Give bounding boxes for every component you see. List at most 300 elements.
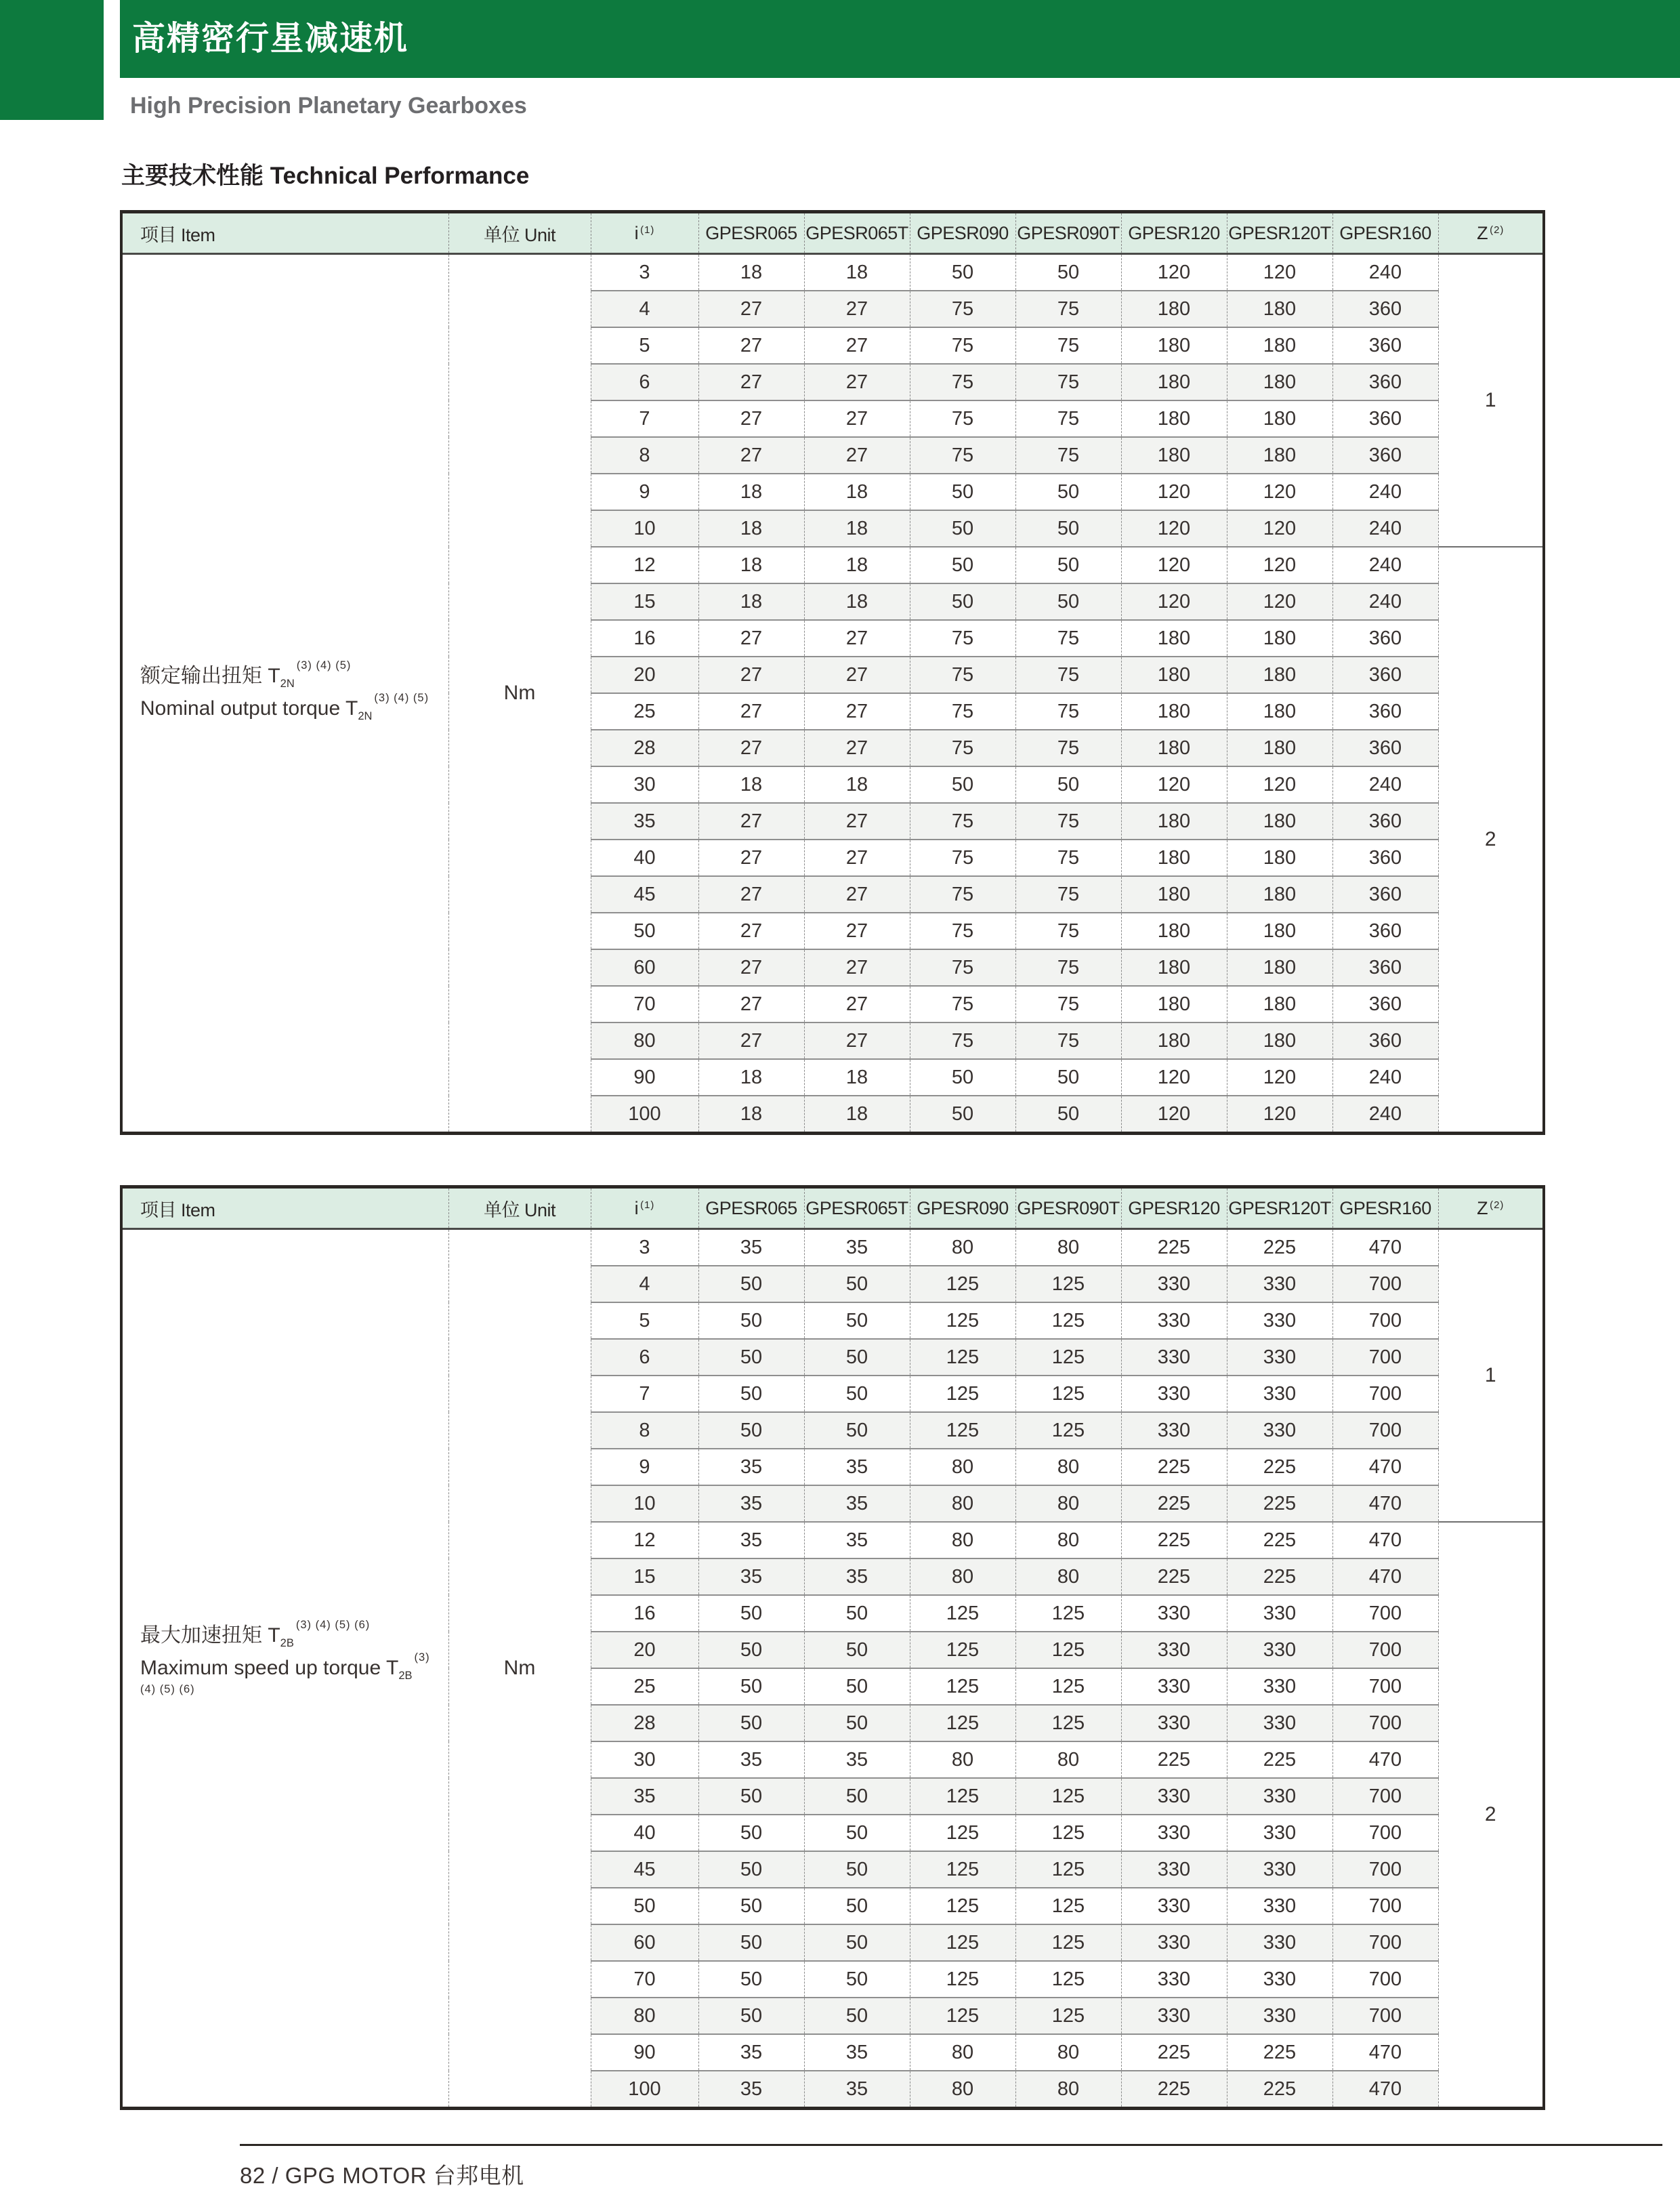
torque-value: 180: [1121, 803, 1227, 840]
torque-value: 27: [804, 986, 910, 1022]
ratio-value: 7: [591, 400, 698, 437]
col-header-model: GPESR160: [1332, 212, 1438, 254]
ratio-value: 15: [591, 1558, 698, 1595]
torque-value: 330: [1121, 1924, 1227, 1961]
ratio-value: 80: [591, 1022, 698, 1059]
item-label-cell: [121, 254, 448, 1134]
torque-value: 18: [804, 547, 910, 583]
torque-value: 180: [1227, 291, 1332, 327]
torque-value: 18: [804, 510, 910, 547]
torque-value: 50: [804, 1668, 910, 1705]
torque-value: 180: [1121, 1022, 1227, 1059]
torque-value: 225: [1121, 2071, 1227, 2109]
table-body: [121, 254, 1544, 1134]
item-label-en: Nominal output torque $T_{2N}^{(3) (4) (5)}$: [140, 691, 429, 722]
ratio-value: 20: [591, 1632, 698, 1668]
torque-value: 50: [698, 1705, 804, 1741]
torque-value: 50: [698, 1998, 804, 2034]
torque-value: 700: [1332, 1924, 1438, 1961]
torque-value: 470: [1332, 1558, 1438, 1595]
torque-value: 125: [1015, 1961, 1121, 1998]
torque-value: 35: [804, 1522, 910, 1558]
torque-value: 120: [1121, 766, 1227, 803]
torque-value: 225: [1227, 1449, 1332, 1485]
ratio-value: 20: [591, 657, 698, 693]
torque-value: 120: [1227, 474, 1332, 510]
torque-value: 330: [1227, 1302, 1332, 1339]
torque-value: 50: [910, 547, 1015, 583]
torque-value: 18: [698, 1096, 804, 1134]
torque-value: 700: [1332, 1961, 1438, 1998]
torque-value: 360: [1332, 364, 1438, 400]
torque-value: 18: [698, 510, 804, 547]
torque-value: 75: [1015, 949, 1121, 986]
torque-value: 125: [910, 1632, 1015, 1668]
torque-value: 18: [698, 474, 804, 510]
torque-value: 180: [1121, 840, 1227, 876]
torque-value: 120: [1227, 510, 1332, 547]
torque-value: 27: [698, 327, 804, 364]
ratio-value: 30: [591, 766, 698, 803]
page-content: [120, 157, 1542, 2190]
ratio-value: 28: [591, 730, 698, 766]
col-header-ratio: [591, 212, 698, 254]
table-row: [121, 1229, 1544, 1266]
torque-value: 240: [1332, 474, 1438, 510]
torque-value: 18: [698, 583, 804, 620]
torque-value: 700: [1332, 1778, 1438, 1815]
col-header-stages: [1438, 212, 1544, 254]
ratio-value: 15: [591, 583, 698, 620]
torque-value: 50: [804, 1924, 910, 1961]
torque-value: 330: [1227, 1851, 1332, 1888]
torque-value: 470: [1332, 1449, 1438, 1485]
page-title-cn: 高精密行星减速机: [132, 20, 409, 57]
torque-value: 225: [1227, 2034, 1332, 2071]
torque-value: 75: [1015, 803, 1121, 840]
torque-value: 75: [1015, 657, 1121, 693]
torque-value: 75: [910, 400, 1015, 437]
torque-value: 180: [1121, 949, 1227, 986]
torque-value: 120: [1227, 547, 1332, 583]
torque-value: 80: [1015, 2034, 1121, 2071]
torque-value: 50: [698, 1339, 804, 1376]
torque-value: 50: [698, 1888, 804, 1924]
torque-value: 125: [910, 1376, 1015, 1412]
torque-value: 180: [1121, 657, 1227, 693]
ratio-value: 28: [591, 1705, 698, 1741]
torque-value: 35: [804, 1558, 910, 1595]
torque-value: 27: [698, 657, 804, 693]
torque-value: 180: [1121, 876, 1227, 913]
torque-value: 125: [910, 1266, 1015, 1302]
torque-value: 225: [1227, 2071, 1332, 2109]
torque-value: 330: [1121, 1961, 1227, 1998]
torque-value: 75: [1015, 840, 1121, 876]
torque-value: 180: [1121, 913, 1227, 949]
torque-value: 180: [1227, 876, 1332, 913]
torque-value: 75: [1015, 400, 1121, 437]
torque-value: 180: [1227, 730, 1332, 766]
torque-value: 80: [1015, 1558, 1121, 1595]
torque-value: 18: [804, 474, 910, 510]
torque-value: 125: [1015, 1705, 1121, 1741]
torque-value: 35: [804, 1229, 910, 1266]
torque-value: 125: [1015, 1851, 1121, 1888]
torque-value: 330: [1121, 1998, 1227, 2034]
torque-value: 125: [910, 1412, 1015, 1449]
torque-value: 80: [1015, 1485, 1121, 1522]
col-header-model: GPESR090T: [1015, 1187, 1121, 1229]
ratio-value: 90: [591, 2034, 698, 2071]
torque-value: 330: [1121, 1851, 1227, 1888]
torque-value: 75: [910, 876, 1015, 913]
torque-value: 50: [1015, 766, 1121, 803]
torque-value: 80: [910, 1229, 1015, 1266]
torque-value: 27: [698, 437, 804, 474]
torque-value: 35: [698, 1558, 804, 1595]
torque-value: 50: [804, 1302, 910, 1339]
torque-value: 225: [1121, 1741, 1227, 1778]
torque-value: 75: [1015, 291, 1121, 327]
torque-value: 50: [698, 1668, 804, 1705]
torque-value: 180: [1121, 327, 1227, 364]
torque-value: 180: [1227, 803, 1332, 840]
torque-value: 360: [1332, 1022, 1438, 1059]
ratio-value: 6: [591, 1339, 698, 1376]
torque-value: 360: [1332, 657, 1438, 693]
torque-value: 225: [1121, 1449, 1227, 1485]
torque-value: 27: [698, 840, 804, 876]
torque-value: 80: [910, 2034, 1015, 2071]
torque-value: 125: [910, 1851, 1015, 1888]
torque-value: 330: [1227, 1778, 1332, 1815]
torque-value: 50: [804, 1705, 910, 1741]
torque-value: 50: [698, 1851, 804, 1888]
ratio-value: 7: [591, 1376, 698, 1412]
torque-value: 180: [1121, 620, 1227, 657]
torque-value: 470: [1332, 2034, 1438, 2071]
torque-value: 125: [910, 1888, 1015, 1924]
torque-value: 125: [1015, 1339, 1121, 1376]
stages-value: 2: [1438, 547, 1544, 1134]
torque-value: 50: [698, 1302, 804, 1339]
torque-value: 27: [698, 913, 804, 949]
ratio-value: 16: [591, 620, 698, 657]
torque-value: 125: [1015, 1998, 1121, 2034]
nominal-output-torque-table: [120, 210, 1545, 1135]
torque-value: 50: [804, 1961, 910, 1998]
torque-value: 75: [1015, 437, 1121, 474]
torque-value: 700: [1332, 1998, 1438, 2034]
torque-value: 18: [698, 547, 804, 583]
torque-value: 50: [804, 1815, 910, 1851]
torque-value: 27: [698, 291, 804, 327]
stages-value: 1: [1438, 1229, 1544, 1523]
item-label-cn: 额定输出扭矩 $T_{2N}^{(3) (4) (5)}$: [140, 659, 352, 690]
ratio-value: 70: [591, 986, 698, 1022]
col-header-model: GPESR065T: [804, 1187, 910, 1229]
torque-value: 360: [1332, 986, 1438, 1022]
torque-value: 18: [804, 254, 910, 291]
torque-value: 75: [910, 986, 1015, 1022]
torque-value: 50: [804, 1851, 910, 1888]
torque-value: 225: [1121, 1229, 1227, 1266]
torque-value: 180: [1227, 620, 1332, 657]
torque-value: 18: [698, 766, 804, 803]
ratio-value: 90: [591, 1059, 698, 1096]
torque-value: 35: [804, 2034, 910, 2071]
torque-value: 180: [1227, 913, 1332, 949]
ratio-value: 5: [591, 327, 698, 364]
torque-value: 180: [1227, 327, 1332, 364]
torque-value: 35: [804, 1449, 910, 1485]
col-header-item: 项目 Item: [121, 212, 448, 254]
torque-value: 180: [1121, 400, 1227, 437]
torque-value: 330: [1121, 1632, 1227, 1668]
ratio-value: 50: [591, 913, 698, 949]
page-header-bar: [120, 0, 1680, 78]
torque-value: 330: [1121, 1266, 1227, 1302]
torque-value: 330: [1121, 1815, 1227, 1851]
torque-value: 125: [1015, 1888, 1121, 1924]
torque-value: 27: [698, 986, 804, 1022]
torque-value: 50: [698, 1924, 804, 1961]
ratio-symbol: i: [634, 1197, 639, 1218]
torque-value: 75: [1015, 913, 1121, 949]
torque-value: 125: [1015, 1815, 1121, 1851]
torque-value: 330: [1121, 1339, 1227, 1376]
torque-value: 700: [1332, 1302, 1438, 1339]
torque-value: 330: [1227, 1376, 1332, 1412]
torque-value: 50: [804, 1888, 910, 1924]
ratio-value: 70: [591, 1961, 698, 1998]
torque-value: 50: [804, 1998, 910, 2034]
torque-value: 330: [1121, 1412, 1227, 1449]
torque-value: 75: [910, 913, 1015, 949]
torque-value: 50: [804, 1632, 910, 1668]
torque-value: 27: [804, 437, 910, 474]
torque-value: 18: [804, 766, 910, 803]
torque-value: 120: [1227, 254, 1332, 291]
torque-value: 27: [698, 730, 804, 766]
torque-value: 125: [1015, 1266, 1121, 1302]
torque-value: 125: [1015, 1412, 1121, 1449]
ratio-value: 100: [591, 1096, 698, 1134]
torque-value: 470: [1332, 1485, 1438, 1522]
ratio-symbol: i: [634, 222, 639, 243]
torque-value: 75: [910, 803, 1015, 840]
torque-value: 225: [1121, 2034, 1227, 2071]
torque-value: 180: [1121, 364, 1227, 400]
torque-value: 125: [910, 1815, 1015, 1851]
torque-value: 180: [1121, 693, 1227, 730]
torque-value: 330: [1121, 1888, 1227, 1924]
torque-value: 360: [1332, 693, 1438, 730]
torque-value: 330: [1227, 1632, 1332, 1668]
stages-footnote: (2): [1490, 225, 1505, 236]
torque-value: 80: [1015, 2071, 1121, 2109]
col-header-ratio: [591, 1187, 698, 1229]
torque-value: 330: [1227, 1339, 1332, 1376]
ratio-value: 4: [591, 1266, 698, 1302]
torque-value: 700: [1332, 1376, 1438, 1412]
torque-value: 360: [1332, 876, 1438, 913]
col-header-model: GPESR120: [1121, 212, 1227, 254]
torque-value: 125: [1015, 1376, 1121, 1412]
torque-value: 50: [910, 766, 1015, 803]
torque-value: 50: [910, 510, 1015, 547]
torque-value: 330: [1227, 1815, 1332, 1851]
torque-value: 125: [910, 1302, 1015, 1339]
torque-value: 330: [1121, 1668, 1227, 1705]
torque-value: 180: [1121, 437, 1227, 474]
torque-value: 360: [1332, 730, 1438, 766]
torque-value: 18: [804, 583, 910, 620]
torque-value: 50: [804, 1339, 910, 1376]
torque-value: 27: [804, 327, 910, 364]
torque-value: 75: [910, 620, 1015, 657]
torque-value: 120: [1121, 1059, 1227, 1096]
col-header-model: GPESR090T: [1015, 212, 1121, 254]
torque-value: 125: [1015, 1778, 1121, 1815]
torque-value: 125: [910, 1705, 1015, 1741]
torque-value: 80: [910, 1485, 1015, 1522]
torque-value: 75: [1015, 986, 1121, 1022]
torque-value: 80: [1015, 1522, 1121, 1558]
torque-value: 360: [1332, 949, 1438, 986]
torque-value: 18: [698, 254, 804, 291]
table-head: [121, 1187, 1544, 1229]
torque-value: 240: [1332, 766, 1438, 803]
brand-corner-block: [0, 0, 104, 120]
torque-value: 125: [910, 1339, 1015, 1376]
torque-value: 35: [698, 1522, 804, 1558]
torque-value: 125: [910, 1668, 1015, 1705]
col-header-stages: [1438, 1187, 1544, 1229]
torque-value: 330: [1227, 1412, 1332, 1449]
torque-value: 470: [1332, 1522, 1438, 1558]
torque-value: 50: [698, 1595, 804, 1632]
torque-value: 50: [698, 1632, 804, 1668]
torque-value: 75: [910, 1022, 1015, 1059]
ratio-value: 45: [591, 876, 698, 913]
torque-value: 120: [1227, 1096, 1332, 1134]
torque-value: 50: [1015, 547, 1121, 583]
ratio-value: 45: [591, 1851, 698, 1888]
torque-value: 75: [910, 730, 1015, 766]
torque-value: 360: [1332, 913, 1438, 949]
torque-value: 180: [1227, 840, 1332, 876]
ratio-value: 25: [591, 1668, 698, 1705]
torque-value: 27: [804, 840, 910, 876]
table-head: [121, 212, 1544, 254]
torque-value: 75: [910, 327, 1015, 364]
torque-value: 240: [1332, 1059, 1438, 1096]
col-header-model: GPESR120T: [1227, 1187, 1332, 1229]
ratio-value: 60: [591, 949, 698, 986]
torque-value: 80: [910, 1522, 1015, 1558]
torque-value: 120: [1121, 583, 1227, 620]
torque-value: 50: [698, 1412, 804, 1449]
torque-value: 120: [1227, 1059, 1332, 1096]
torque-value: 35: [698, 2034, 804, 2071]
torque-value: 330: [1121, 1302, 1227, 1339]
torque-value: 180: [1227, 437, 1332, 474]
ratio-value: 6: [591, 364, 698, 400]
torque-value: 75: [910, 693, 1015, 730]
ratio-value: 35: [591, 803, 698, 840]
page-footer: [240, 2144, 1662, 2190]
torque-value: 360: [1332, 400, 1438, 437]
torque-value: 125: [1015, 1668, 1121, 1705]
torque-value: 50: [804, 1266, 910, 1302]
torque-value: 27: [804, 730, 910, 766]
torque-value: 50: [804, 1412, 910, 1449]
torque-value: 330: [1227, 1961, 1332, 1998]
torque-value: 35: [698, 1741, 804, 1778]
ratio-value: 40: [591, 1815, 698, 1851]
torque-value: 75: [910, 291, 1015, 327]
torque-value: 50: [1015, 254, 1121, 291]
torque-value: 700: [1332, 1888, 1438, 1924]
torque-value: 700: [1332, 1595, 1438, 1632]
page-title-en: High Precision Planetary Gearboxes: [130, 93, 527, 119]
torque-value: 700: [1332, 1266, 1438, 1302]
torque-value: 330: [1227, 1595, 1332, 1632]
ratio-value: 12: [591, 1522, 698, 1558]
torque-value: 18: [698, 1059, 804, 1096]
torque-value: 35: [804, 1741, 910, 1778]
torque-value: 75: [1015, 620, 1121, 657]
ratio-value: 9: [591, 1449, 698, 1485]
torque-value: 225: [1227, 1229, 1332, 1266]
torque-value: 27: [698, 364, 804, 400]
torque-value: 27: [698, 400, 804, 437]
torque-value: 27: [698, 876, 804, 913]
torque-value: 50: [698, 1778, 804, 1815]
torque-value: 80: [910, 1741, 1015, 1778]
torque-value: 35: [698, 2071, 804, 2109]
ratio-value: 3: [591, 254, 698, 291]
col-header-model: GPESR090: [910, 212, 1015, 254]
ratio-value: 12: [591, 547, 698, 583]
torque-value: 50: [1015, 1059, 1121, 1096]
item-label-en: Maximum speed up torque $T_{2B}^{(3) (4) (5) (6)}$: [140, 1651, 430, 1696]
torque-value: 240: [1332, 547, 1438, 583]
torque-value: 27: [698, 1022, 804, 1059]
torque-value: 125: [910, 1924, 1015, 1961]
torque-value: 360: [1332, 620, 1438, 657]
torque-value: 27: [804, 400, 910, 437]
torque-value: 330: [1121, 1595, 1227, 1632]
col-header-item: 项目 Item: [121, 1187, 448, 1229]
torque-value: 125: [910, 1595, 1015, 1632]
torque-value: 125: [1015, 1924, 1121, 1961]
torque-value: 330: [1227, 1668, 1332, 1705]
torque-value: 27: [804, 620, 910, 657]
ratio-footnote: (1): [640, 225, 655, 236]
torque-value: 180: [1227, 949, 1332, 986]
torque-value: 18: [804, 1059, 910, 1096]
torque-value: 50: [910, 583, 1015, 620]
torque-value: 50: [698, 1376, 804, 1412]
torque-value: 225: [1227, 1558, 1332, 1595]
unit-value: Nm: [448, 1229, 591, 2109]
torque-value: 50: [804, 1595, 910, 1632]
stages-symbol: Z: [1477, 1197, 1488, 1218]
ratio-value: 100: [591, 2071, 698, 2109]
